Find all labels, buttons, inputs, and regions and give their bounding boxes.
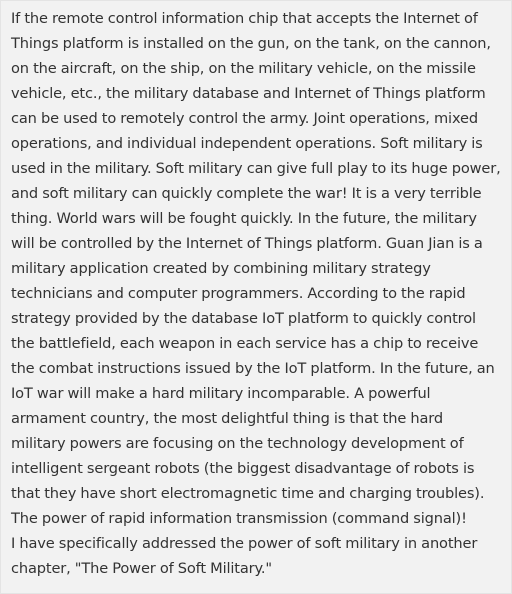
paragraph-1: If the remote control information chip that accepts the Internet of Things platform is installed on the gun, on the tank, on the cannon, on the aircraft, on the ship, on the military vehicle, on the missile vehicle, etc., the military database and Internet of Things platform can be used to remotely control the army. Joint operations, mixed operations, and individual independent operations. Soft military is used in the military. Soft military can give full play to its huge power, and soft military can quickly complete the war! It is a very terrible thing. World wars will be fought quickly. In the future, the military will be controlled by the Internet of Things platform. Guan Jian is a military application created by combining military strategy technicians and computer programmers. According to the rapid strategy provided by the database IoT platform to quickly control the battlefield, each weapon in each service has a chip to receive the combat instructions issued by the IoT platform. In the future, an IoT war will make a hard military incomparable. A powerful armament country, the most delightful thing is that the hard military powers are focusing on the technology development of intelligent sergeant robots (the biggest disadvantage of robots is that they have short electromagnetic time and charging troubles). The power of rapid information transmission (command signal)! bbox=[11, 10, 501, 527]
paragraph-2: I have specifically addressed the power of soft military in another chapter, "The Power of Soft Military." bbox=[11, 535, 478, 577]
